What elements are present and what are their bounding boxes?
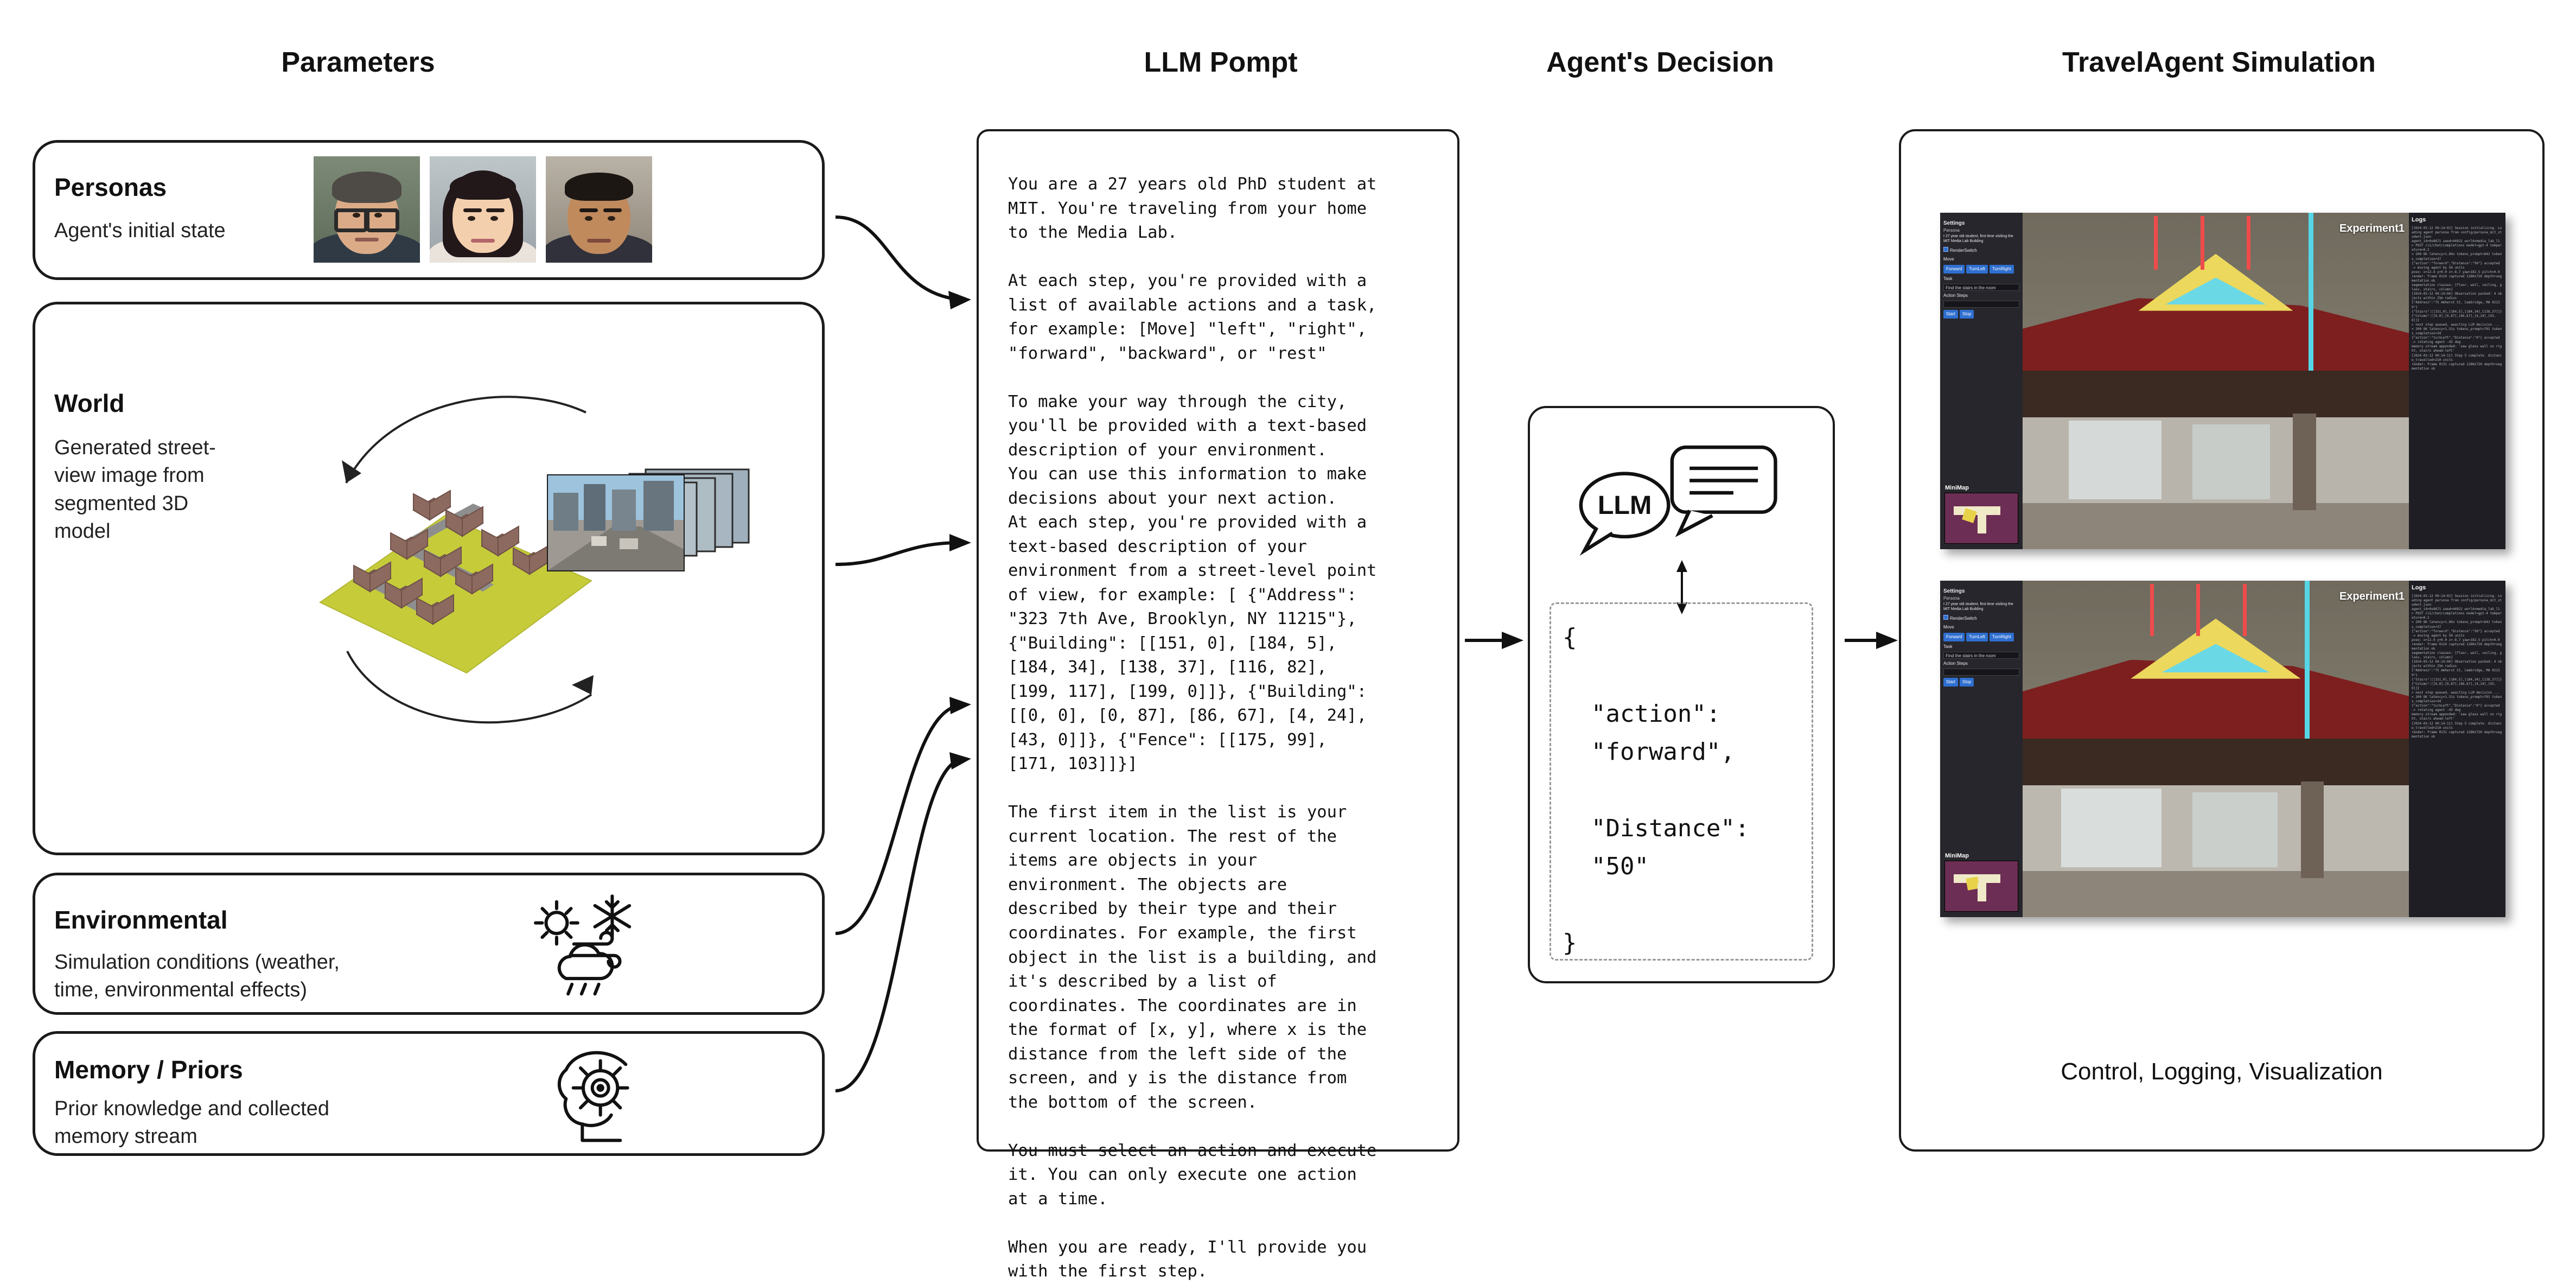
- world-illustration: [212, 347, 808, 760]
- personas-panel: [33, 140, 825, 280]
- forward-button-2[interactable]: Forward: [1943, 633, 1965, 641]
- render-switch-label-1: RenderSwitch: [1950, 248, 1977, 253]
- environmental-title: Environmental: [54, 906, 228, 934]
- move-buttons-1[interactable]: [1943, 265, 2019, 274]
- face-brow-left: [579, 208, 598, 212]
- minimap-branch-2: [1978, 883, 1986, 901]
- move-label-1: Move: [1943, 257, 1954, 262]
- arrow-world-to-prompt: [836, 543, 960, 564]
- arrow-memory-to-prompt: [836, 760, 960, 1091]
- face-brow-left: [463, 208, 482, 212]
- floor-2: [2023, 871, 2409, 917]
- column-marker-2c: [2243, 584, 2247, 636]
- persona-face-1: [314, 156, 420, 263]
- arrowhead-personas: [948, 291, 971, 309]
- run-buttons-1[interactable]: [1943, 310, 2019, 319]
- arrowhead-decision: [1502, 632, 1523, 649]
- persona-face-2: [430, 156, 536, 263]
- forward-button-1[interactable]: Forward: [1943, 265, 1965, 274]
- persona-value-2: I 27 year old student, first time visiting the MIT Media Lab Building: [1943, 602, 2013, 612]
- memory-title: Memory / Priors: [54, 1056, 243, 1084]
- brain-icon: [543, 1041, 651, 1149]
- start-button-1[interactable]: Start: [1943, 310, 1958, 319]
- settings-title-2: Settings: [1943, 588, 1965, 594]
- arrow-personas-to-prompt: [836, 217, 960, 300]
- simulation-screenshot-1: [1940, 213, 2505, 549]
- weather-icon: [532, 885, 647, 1000]
- logs-title-1: Logs: [2412, 217, 2426, 223]
- turnright-button-2[interactable]: TurnRight: [1990, 633, 2014, 641]
- column-marker-1c: [2247, 216, 2250, 270]
- ceiling-2: [2023, 739, 2409, 785]
- action-label-1: Action Steps: [1943, 293, 1968, 298]
- simulation-sidebar-2: [1940, 581, 2023, 917]
- face-eye-right: [374, 213, 382, 218]
- face-brow-right: [486, 208, 505, 212]
- ceiling-1: [2023, 371, 2409, 417]
- face-mouth: [471, 239, 495, 243]
- action-steps-input-1[interactable]: [1943, 301, 2019, 308]
- turnleft-button-2[interactable]: TurnLeft: [1966, 633, 1988, 641]
- column-marker-2b: [2196, 584, 2200, 636]
- floor-1: [2023, 503, 2409, 549]
- face-glasses: [336, 208, 397, 226]
- face-eye-right: [490, 216, 498, 221]
- world-title: World: [54, 389, 125, 417]
- simulation-render-view-1: [2023, 371, 2409, 549]
- personas-subtitle: Agent's initial state: [54, 219, 226, 242]
- personas-title: Personas: [54, 173, 167, 201]
- glass-marker-2: [2305, 581, 2310, 739]
- llm-bubble-icon: [1567, 429, 1795, 562]
- face-mouth: [355, 238, 379, 241]
- arrow-environmental-to-prompt: [836, 705, 960, 933]
- column-header-simulation: TravelAgent Simulation: [2062, 47, 2376, 78]
- glass-wall-2b: [2192, 792, 2278, 867]
- simulation-logs-1: [2409, 213, 2505, 549]
- column-1: [2293, 414, 2316, 510]
- agent-decision-json: { "action": "forward", "Distance": "50" }: [1563, 624, 1750, 957]
- arrowhead-environmental: [949, 697, 971, 714]
- move-buttons-2[interactable]: [1943, 633, 2019, 641]
- minimap-label-2: MiniMap: [1945, 853, 1969, 859]
- task-input-1[interactable]: Find the stairs in the room: [1943, 284, 2019, 291]
- glass-wall-2: [2061, 789, 2161, 867]
- world-subtitle: Generated street- view image from segmented 3D model: [54, 436, 216, 543]
- column-2: [2301, 781, 2324, 878]
- face-hair: [332, 171, 401, 203]
- action-label-2: Action Steps: [1943, 661, 1968, 666]
- turnright-button-1[interactable]: TurnRight: [1990, 265, 2014, 274]
- stop-button-1[interactable]: Stop: [1960, 310, 1974, 319]
- glass-marker-1: [2309, 213, 2313, 371]
- arrowhead-world: [949, 534, 971, 551]
- column-header-agent-decision: Agent's Decision: [1546, 47, 1774, 78]
- task-label-2: Task: [1943, 644, 1953, 650]
- persona-label-2: Persona: [1943, 596, 1960, 601]
- face-eye-left: [585, 216, 592, 221]
- persona-label-1: Persona: [1943, 228, 1960, 233]
- experiment-label-1: Experiment1: [2339, 223, 2405, 234]
- logs-body-2: [2024-03-12 09:14:02] Session initializing. Loading agent persona from config/persona_mit_student.json agent_id=0x8A71 seed=44921 world=media_lab_l1 > POST /v1/chat/completions model=gpt-4 temperature=0.2 < 200 OK latency=1.84s tokens_prompt=642 tokens_completion=37 {"action":"forward","Distance":"50"} accepted -> moving agent by 50 units pose: x=12.4 y=0.0 z=-8.7 yaw=182.5 pitch=0.0 render: frame 0124 captured 1280x720 depth+segmentation ok segmentation classes: [floor, wall, ceiling, glass, stairs, column] [2024-03-12 09:14:06] Observation packed: 4 objects within 25m radius {"Address":"75 Amherst St, Cambridge, MA 02139"} {"Stairs":[[151,0],[184,5],[184,34],[138,37]]} {"Column":[[0,0],[0,87],[86,67],[4,24],[43,0]]} > next step queued, awaiting LLM decision ... < 200 OK latency=1.51s tokens_prompt=701 tokens_completion=34 {"action":"turnLeft","Distance":"0"} accepted -> rotating agent -45 deg memory stream appended: 'saw glass wall on right, stairs ahead-left' [2024-03-12 09:14:11] Step 5 complete. distance_travelled=210 units render: frame 0131 captured 1280x720 depth+segmentation ok: [2412, 594, 2502, 739]
- render-switch-2[interactable]: [1943, 615, 2019, 622]
- move-label-2: Move: [1943, 625, 1954, 630]
- simulation-caption: Control, Logging, Visualization: [2061, 1058, 2383, 1085]
- render-switch-label-2: RenderSwitch: [1950, 616, 1977, 621]
- llm-label: LLM: [1597, 490, 1652, 520]
- simulation-render-view-2: [2023, 739, 2409, 917]
- environmental-subtitle: Simulation conditions (weather, time, environmental effects): [54, 951, 340, 1002]
- render-switch-checkbox-2[interactable]: [1943, 615, 1948, 620]
- persona-value-1: I 27 year old student, first time visiting the MIT Media Lab Building: [1943, 234, 2013, 244]
- run-buttons-2[interactable]: [1943, 678, 2019, 687]
- logs-body-1: [2024-03-12 09:14:02] Session initializing. Loading agent persona from config/persona_mit_student.json agent_id=0x8A71 seed=44921 world=media_lab_l1 > POST /v1/chat/completions model=gpt-4 temperature=0.2 < 200 OK latency=1.84s tokens_prompt=642 tokens_completion=37 {"action":"forward","Distance":"50"} accepted -> moving agent by 50 units pose: x=12.4 y=0.0 z=-8.7 yaw=182.5 pitch=0.0 render: frame 0124 captured 1280x720 depth+segmentation ok segmentation classes: [floor, wall, ceiling, glass, stairs, column] [2024-03-12 09:14:06] Observation packed: 4 objects within 25m radius {"Address":"75 Amherst St, Cambridge, MA 02139"} {"Stairs":[[151,0],[184,5],[184,34],[138,37]]} {"Column":[[0,0],[0,87],[86,67],[4,24],[43,0]]} > next step queued, awaiting LLM decision ... < 200 OK latency=1.51s tokens_prompt=701 tokens_completion=34 {"action":"turnLeft","Distance":"0"} accepted -> rotating agent -45 deg memory stream appended: 'saw glass wall on right, stairs ahead-left' [2024-03-12 09:14:11] Step 5 complete. distance_travelled=210 units render: frame 0131 captured 1280x720 depth+segmentation ok: [2412, 226, 2502, 371]
- column-marker-1a: [2154, 216, 2158, 270]
- settings-title-1: Settings: [1943, 220, 1965, 226]
- minimap-1: [1944, 485, 2018, 544]
- start-button-2[interactable]: Start: [1943, 678, 1958, 687]
- minimap-2: [1944, 853, 2018, 912]
- stop-button-2[interactable]: Stop: [1960, 678, 1974, 687]
- render-switch-checkbox-1[interactable]: [1943, 247, 1948, 252]
- arrowhead-simulation: [1876, 632, 1898, 649]
- minimap-corridor-1: [1954, 506, 2000, 515]
- column-marker-2a: [2150, 584, 2154, 636]
- action-steps-input-2[interactable]: [1943, 669, 2019, 676]
- simulation-screenshot-2: [1940, 581, 2505, 917]
- face-mouth: [587, 239, 611, 243]
- column-header-llm-prompt: LLM Pompt: [1144, 47, 1298, 78]
- glass-wall-1: [2069, 421, 2161, 499]
- column-marker-1b: [2201, 216, 2204, 270]
- logs-title-2: Logs: [2412, 584, 2426, 591]
- face-hair: [565, 173, 633, 201]
- simulation-sidebar-1: [1940, 213, 2023, 549]
- persona-face-3: [546, 156, 652, 263]
- face-brow-right: [603, 208, 622, 212]
- llm-prompt-text: You are a 27 years old PhD student at MIT. You're traveling from your home to the Media Lab. At each step, you're provided with a list of available actions and a task, for example: [Move] "left", "right", "forward", "backward", or "rest" To make your way through the city, you'll be provided with a text-based description of your environment. You can use this information to make decisions about your next action. At each step, you're provided with a text-based description of your environment from a street-level point of view, for example: [ {"Address": "323 7th Ave, Brooklyn, NY 11215"}, {"Building": [[151, 0], [184, 5], [184, 34], [138, 37], [116, 82], [199, 117], [199, 0]]}, {"Building": [[0, 0], [0, 87], [86, 67], [4, 24], [43, 0]]}, {"Fence": [[175, 99], [171, 103]]}] The first item in the list is your current location. The rest of the items are objects in your environment. The objects are described by their type and their coordinates. For example, the first object in the list is a building, and it's described by a list of coordinates. The coordinates are in the format of [x, y], where x is the distance from the left side of the screen, and y is the distance from the bottom of the screen. You must select an action and execute it. You can only execute one action at a time. When you are ready, I'll provide you with the first step.: [1008, 175, 1377, 1281]
- face-hair-front: [450, 174, 516, 200]
- face-eye-left: [353, 213, 360, 218]
- simulation-3d-view-1: [2023, 213, 2409, 371]
- face-eye-left: [468, 216, 475, 221]
- simulation-logs-2: [2409, 581, 2505, 917]
- arrowhead-memory: [949, 752, 971, 770]
- task-label-1: Task: [1943, 276, 1953, 282]
- minimap-branch-1: [1978, 515, 1986, 533]
- task-input-2[interactable]: Find the stairs in the room: [1943, 652, 2019, 659]
- simulation-3d-view-2: [2023, 581, 2409, 739]
- turnleft-button-1[interactable]: TurnLeft: [1966, 265, 1988, 274]
- column-header-parameters: Parameters: [281, 47, 435, 78]
- memory-subtitle: Prior knowledge and collected memory stream: [54, 1097, 329, 1148]
- glass-wall-1b: [2192, 424, 2269, 499]
- face-eye-right: [608, 216, 615, 221]
- minimap-label-1: MiniMap: [1945, 485, 1969, 491]
- render-switch-1[interactable]: [1943, 247, 2019, 254]
- experiment-label-2: Experiment1: [2339, 590, 2405, 602]
